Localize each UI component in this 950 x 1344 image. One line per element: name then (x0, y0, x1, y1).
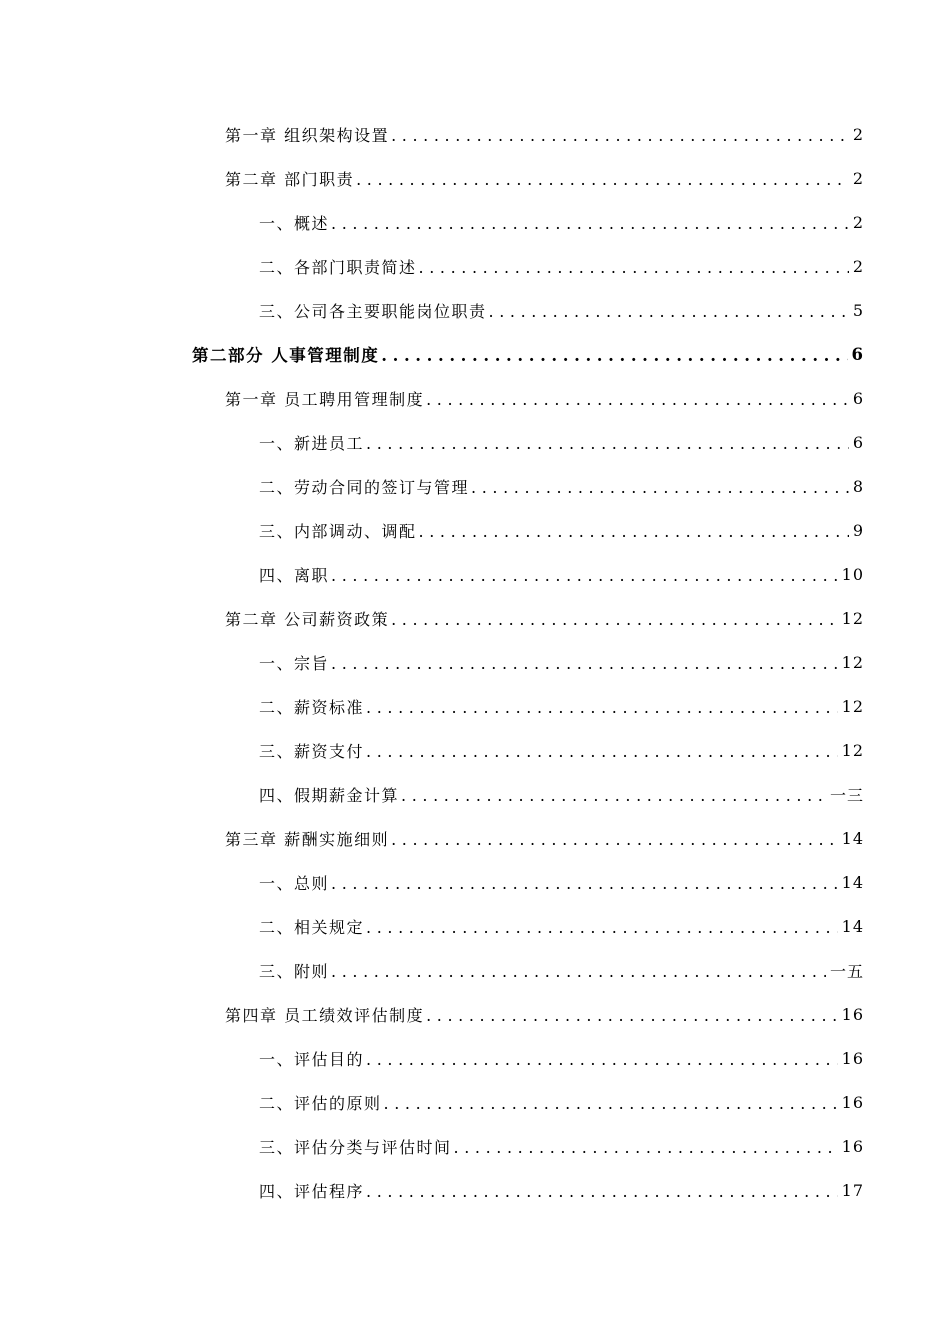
toc-entry[interactable] (0, 1124, 950, 1168)
dot-leader (366, 1050, 838, 1069)
toc-entry-title: 第一章 员工聘用管理制度 (225, 389, 425, 409)
toc-entry-page: 6 (852, 432, 864, 452)
toc-entry-title: 一、评估目的 (259, 1049, 365, 1069)
dot-leader (366, 434, 849, 453)
toc-entry-page: 2 (852, 124, 864, 144)
toc-entry-page: 12 (841, 696, 864, 716)
dot-leader (471, 478, 849, 497)
dot-leader (391, 610, 838, 629)
toc-entry[interactable] (0, 728, 950, 772)
toc-entry-title: 三、附则 (259, 961, 330, 981)
toc-entry[interactable] (0, 596, 950, 640)
toc-entry[interactable] (0, 244, 950, 288)
toc-entry-title: 四、离职 (259, 565, 330, 585)
toc-entry-title: 三、内部调动、调配 (259, 521, 417, 541)
dot-leader (391, 830, 838, 849)
dot-leader (391, 126, 849, 145)
toc-entry[interactable] (0, 552, 950, 596)
dot-leader (366, 1182, 838, 1201)
toc-entry-page: 14 (841, 872, 864, 892)
toc-entry-page: 一三 (829, 785, 864, 805)
toc-entry-page: 14 (841, 828, 864, 848)
toc-entry-page: 2 (852, 168, 864, 188)
toc-entry-page: 6 (852, 388, 864, 408)
toc-entry[interactable] (0, 156, 950, 200)
toc-entry-page: 9 (852, 520, 864, 540)
toc-entry-title: 第二章 部门职责 (225, 169, 355, 189)
toc-entry-title: 四、假期薪金计算 (259, 785, 400, 805)
dot-leader (401, 786, 826, 805)
dot-leader (419, 258, 849, 277)
toc-entry-page: 2 (852, 256, 864, 276)
table-of-contents (0, 112, 950, 1212)
toc-entry-page: 16 (841, 1004, 864, 1024)
dot-leader (454, 1138, 838, 1157)
toc-entry[interactable] (0, 288, 950, 332)
toc-entry-title: 三、评估分类与评估时间 (259, 1137, 452, 1157)
toc-entry[interactable] (0, 904, 950, 948)
dot-leader (419, 522, 849, 541)
toc-entry[interactable] (0, 112, 950, 156)
toc-entry-title: 第一章 组织架构设置 (225, 125, 390, 145)
dot-leader (381, 346, 847, 365)
dot-leader (366, 698, 838, 717)
dot-leader (331, 874, 838, 893)
toc-entry[interactable] (0, 640, 950, 684)
toc-entry[interactable] (0, 1080, 950, 1124)
toc-entry[interactable] (0, 684, 950, 728)
toc-entry-page: 8 (852, 476, 864, 496)
toc-entry-page: 16 (841, 1048, 864, 1068)
toc-entry-title: 一、新进员工 (259, 433, 365, 453)
toc-entry[interactable] (0, 992, 950, 1036)
toc-entry-title: 三、公司各主要职能岗位职责 (259, 301, 487, 321)
toc-entry[interactable] (0, 948, 950, 992)
toc-entry[interactable] (0, 200, 950, 244)
toc-entry-page: 17 (841, 1180, 864, 1200)
toc-entry-title: 一、概述 (259, 213, 330, 233)
toc-entry-title: 一、总则 (259, 873, 330, 893)
dot-leader (331, 654, 838, 673)
dot-leader (426, 1006, 838, 1025)
dot-leader (331, 962, 826, 981)
toc-entry-page: 14 (841, 916, 864, 936)
toc-entry-title: 二、评估的原则 (259, 1093, 382, 1113)
toc-entry[interactable] (0, 860, 950, 904)
toc-entry-title: 三、薪资支付 (259, 741, 365, 761)
dot-leader (426, 390, 849, 409)
toc-entry-title: 一、宗旨 (259, 653, 330, 673)
toc-entry-page: 5 (852, 300, 864, 320)
toc-entry-page: 10 (841, 564, 864, 584)
toc-entry-title: 二、薪资标准 (259, 697, 365, 717)
dot-leader (356, 170, 849, 189)
dot-leader (331, 214, 849, 233)
toc-entry[interactable] (0, 376, 950, 420)
dot-leader (489, 302, 849, 321)
toc-entry-title: 二、各部门职责简述 (259, 257, 417, 277)
toc-entry[interactable] (0, 772, 950, 816)
toc-entry-page: 12 (841, 740, 864, 760)
toc-entry[interactable] (0, 1168, 950, 1212)
dot-leader (366, 742, 838, 761)
dot-leader (384, 1094, 838, 1113)
toc-entry[interactable] (0, 464, 950, 508)
toc-entry-page: 一五 (829, 961, 864, 981)
toc-entry-page: 12 (841, 652, 864, 672)
dot-leader (366, 918, 838, 937)
toc-entry-title: 第三章 薪酬实施细则 (225, 829, 390, 849)
toc-entry-page: 6 (851, 344, 864, 364)
toc-entry-title: 第四章 员工绩效评估制度 (225, 1005, 425, 1025)
toc-entry[interactable] (0, 420, 950, 464)
toc-entry-title: 二、劳动合同的签订与管理 (259, 477, 470, 497)
toc-entry-page: 12 (841, 608, 864, 628)
toc-entry-title: 第二部分 人事管理制度 (192, 346, 380, 365)
toc-entry[interactable] (0, 816, 950, 860)
toc-part-entry[interactable] (0, 332, 950, 376)
toc-entry[interactable] (0, 1036, 950, 1080)
toc-entry-title: 二、相关规定 (259, 917, 365, 937)
toc-entry-page: 16 (841, 1092, 864, 1112)
toc-entry[interactable] (0, 508, 950, 552)
toc-entry-title: 第二章 公司薪资政策 (225, 609, 390, 629)
toc-entry-title: 四、评估程序 (259, 1181, 365, 1201)
dot-leader (331, 566, 838, 585)
toc-entry-page: 16 (841, 1136, 864, 1156)
toc-entry-page: 2 (852, 212, 864, 232)
